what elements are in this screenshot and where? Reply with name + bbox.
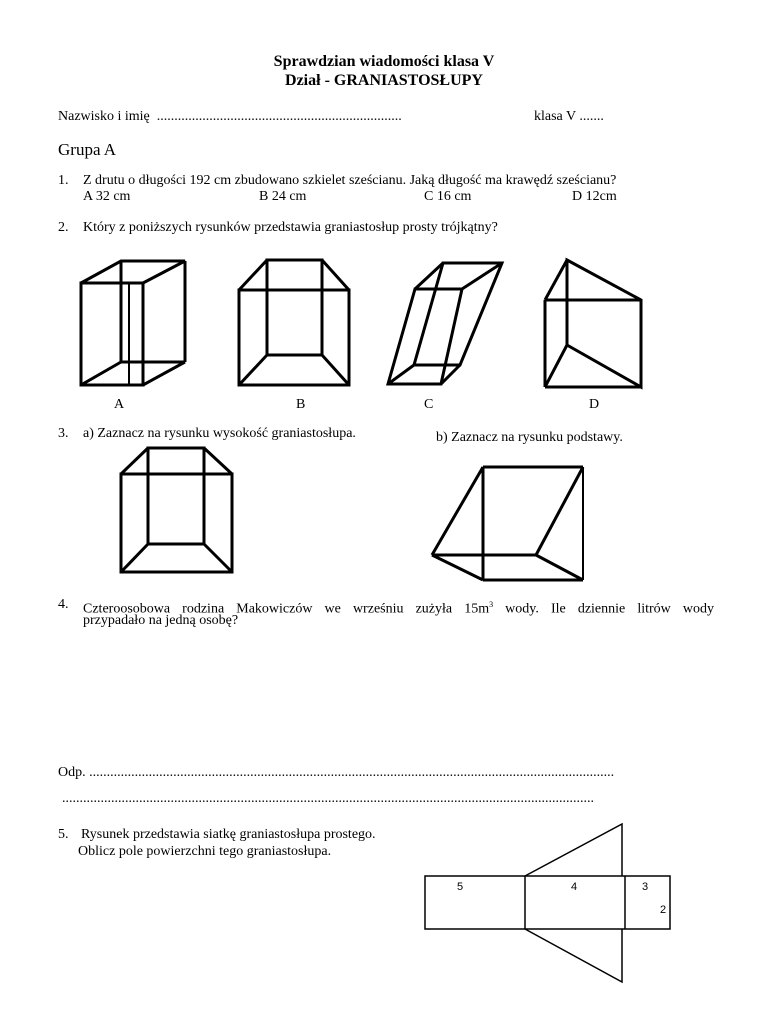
q5-net[interactable] (425, 824, 670, 982)
q1-answer-d[interactable]: D 12cm (572, 189, 617, 204)
q1-text: Z drutu o długości 192 cm zbudowano szkielet sześcianu. Jaką długość ma krawędź sześcianu? (83, 173, 617, 188)
q4-text-line2: przypadało na jedną osobę? (83, 613, 239, 628)
figure-c-label: C (424, 397, 434, 412)
net-label-3: 3 (642, 881, 649, 893)
q4-number: 4. (58, 597, 69, 612)
q1-number: 1. (58, 173, 69, 188)
page-title: Sprawdzian wiadomości klasa V (273, 53, 495, 70)
figure-b[interactable] (239, 260, 349, 385)
q1-answer-a[interactable]: A 32 cm (83, 189, 131, 204)
q5-number: 5. (58, 827, 69, 842)
q5-text-line2: Oblicz pole powierzchni tego graniastosłupa. (78, 844, 332, 859)
figure-b-label: B (296, 397, 306, 412)
name-label: Nazwisko i imię ...................................................................... (58, 109, 402, 124)
group-label: Grupa A (58, 140, 117, 159)
class-label[interactable]: klasa V ....... (534, 109, 604, 124)
name-blank[interactable]: ...................................................................... (156, 109, 402, 124)
net-label-4: 4 (571, 881, 578, 893)
net-label-2: 2 (660, 904, 667, 916)
q2-text: Który z poniższych rysunków przedstawia graniastosłup prosty trójkątny? (83, 220, 498, 235)
q5-text-line1: Rysunek przedstawia siatkę graniastosłupa prostego. (81, 827, 376, 842)
q4-answer-line1[interactable]: Odp. ...................................................................................................................................................... (58, 765, 615, 780)
q3-number: 3. (58, 426, 69, 441)
figure-d[interactable] (545, 260, 641, 387)
figure-d-label: D (589, 397, 600, 412)
q3b-text: b) Zaznacz na rysunku podstawy. (436, 430, 623, 445)
figure-c[interactable] (388, 263, 502, 384)
q4-text-line1: Czteroosobowa rodzina Makowiczów we wrześniu zużyła $15m^3$ wody. Ile dziennie litrów wody (83, 600, 714, 617)
page-subtitle: Dział - GRANIASTOSŁUPY (285, 72, 483, 89)
figure-a[interactable] (81, 261, 185, 385)
q3a-text: a) Zaznacz na rysunku wysokość graniastosłupa. (83, 426, 356, 441)
q4-answer-line2[interactable]: ........................................................................................................................................................ (62, 791, 594, 806)
q2-number: 2. (58, 220, 69, 235)
q1-answer-b[interactable]: B 24 cm (259, 189, 307, 204)
net-label-5: 5 (457, 881, 464, 893)
q1-answer-c[interactable]: C 16 cm (424, 189, 472, 204)
figure-a-label: A (114, 397, 125, 412)
q3b-figure[interactable] (432, 467, 583, 580)
q3a-figure[interactable] (121, 448, 232, 572)
